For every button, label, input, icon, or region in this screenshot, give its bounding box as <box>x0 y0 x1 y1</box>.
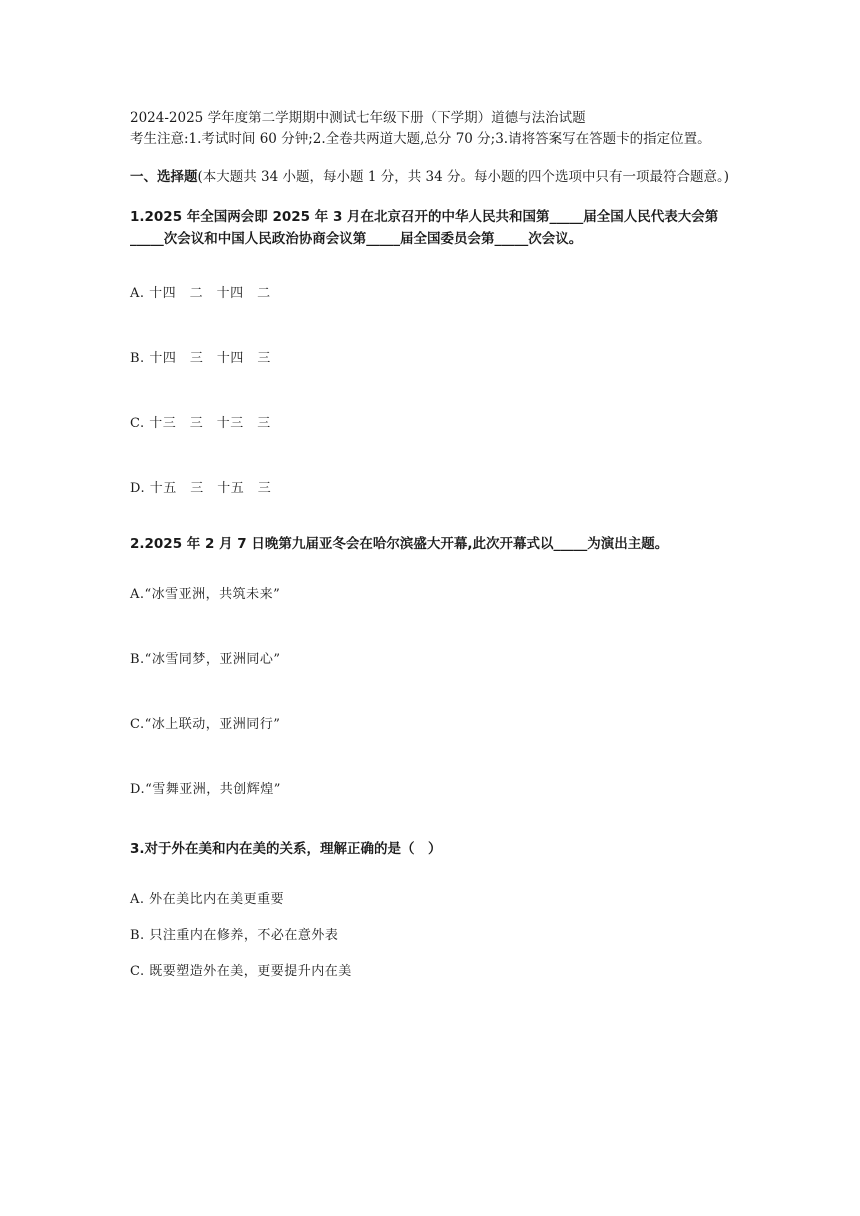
exam-page <box>130 108 730 982</box>
question-3-options <box>130 890 730 982</box>
section-description: (本大题共 34 小题，每小题 1 分，共 34 分。每小题的四个选项中只有一项最符合题意。) <box>197 169 729 185</box>
question-2-stem: 2.2025 年 2 月 7 日晚第九届亚冬会在哈尔滨盛大开幕,此次开幕式以_____为演出主题。 <box>130 536 669 552</box>
section-heading <box>130 166 730 188</box>
question-1-options <box>130 284 730 499</box>
question-3-option-c[interactable]: C. 既要塑造外在美，更要提升内在美 <box>130 964 352 979</box>
exam-notice: 考生注意:1.考试时间 60 分钟;2.全卷共两道大题,总分 70 分;3.请将答案写在答题卡的指定位置。 <box>130 131 711 147</box>
question-2-option-d[interactable]: D.“雪舞亚洲，共创辉煌” <box>130 782 281 797</box>
question-3-stem: 3.对于外在美和内在美的关系，理解正确的是（ ） <box>130 841 442 857</box>
question-1-option-c[interactable]: C. 十三 三 十三 三 <box>130 416 271 431</box>
question-2-option-c[interactable]: C.“冰上联动，亚洲同行” <box>130 717 281 732</box>
question-1-option-a[interactable]: A. 十四 二 十四 二 <box>130 286 271 301</box>
exam-title: 2024-2025 学年度第二学期期中测试七年级下册（下学期）道德与法治试题 <box>130 110 586 126</box>
question-3-option-b[interactable]: B. 只注重内在修养，不必在意外表 <box>130 928 339 943</box>
question-2-option-a[interactable]: A.“冰雪亚洲，共筑未来” <box>130 587 281 602</box>
section-title: 一、选择题 <box>130 169 198 185</box>
question-1-option-d[interactable]: D. 十五 三 十五 三 <box>130 481 272 496</box>
question-2-options <box>130 585 730 800</box>
question-3-option-a[interactable]: A. 外在美比内在美更重要 <box>130 892 285 907</box>
question-1-option-b[interactable]: B. 十四 三 十四 三 <box>130 351 271 366</box>
question-2-option-b[interactable]: B.“冰雪同梦，亚洲同心” <box>130 652 281 667</box>
question-1-stem: 1.2025 年全国两会即 2025 年 3 月在北京召开的中华人民共和国第_____届全国人民代表大会第_____次会议和中国人民政治协商会议第_____届全国委员会第_____次会议。 <box>130 209 719 247</box>
